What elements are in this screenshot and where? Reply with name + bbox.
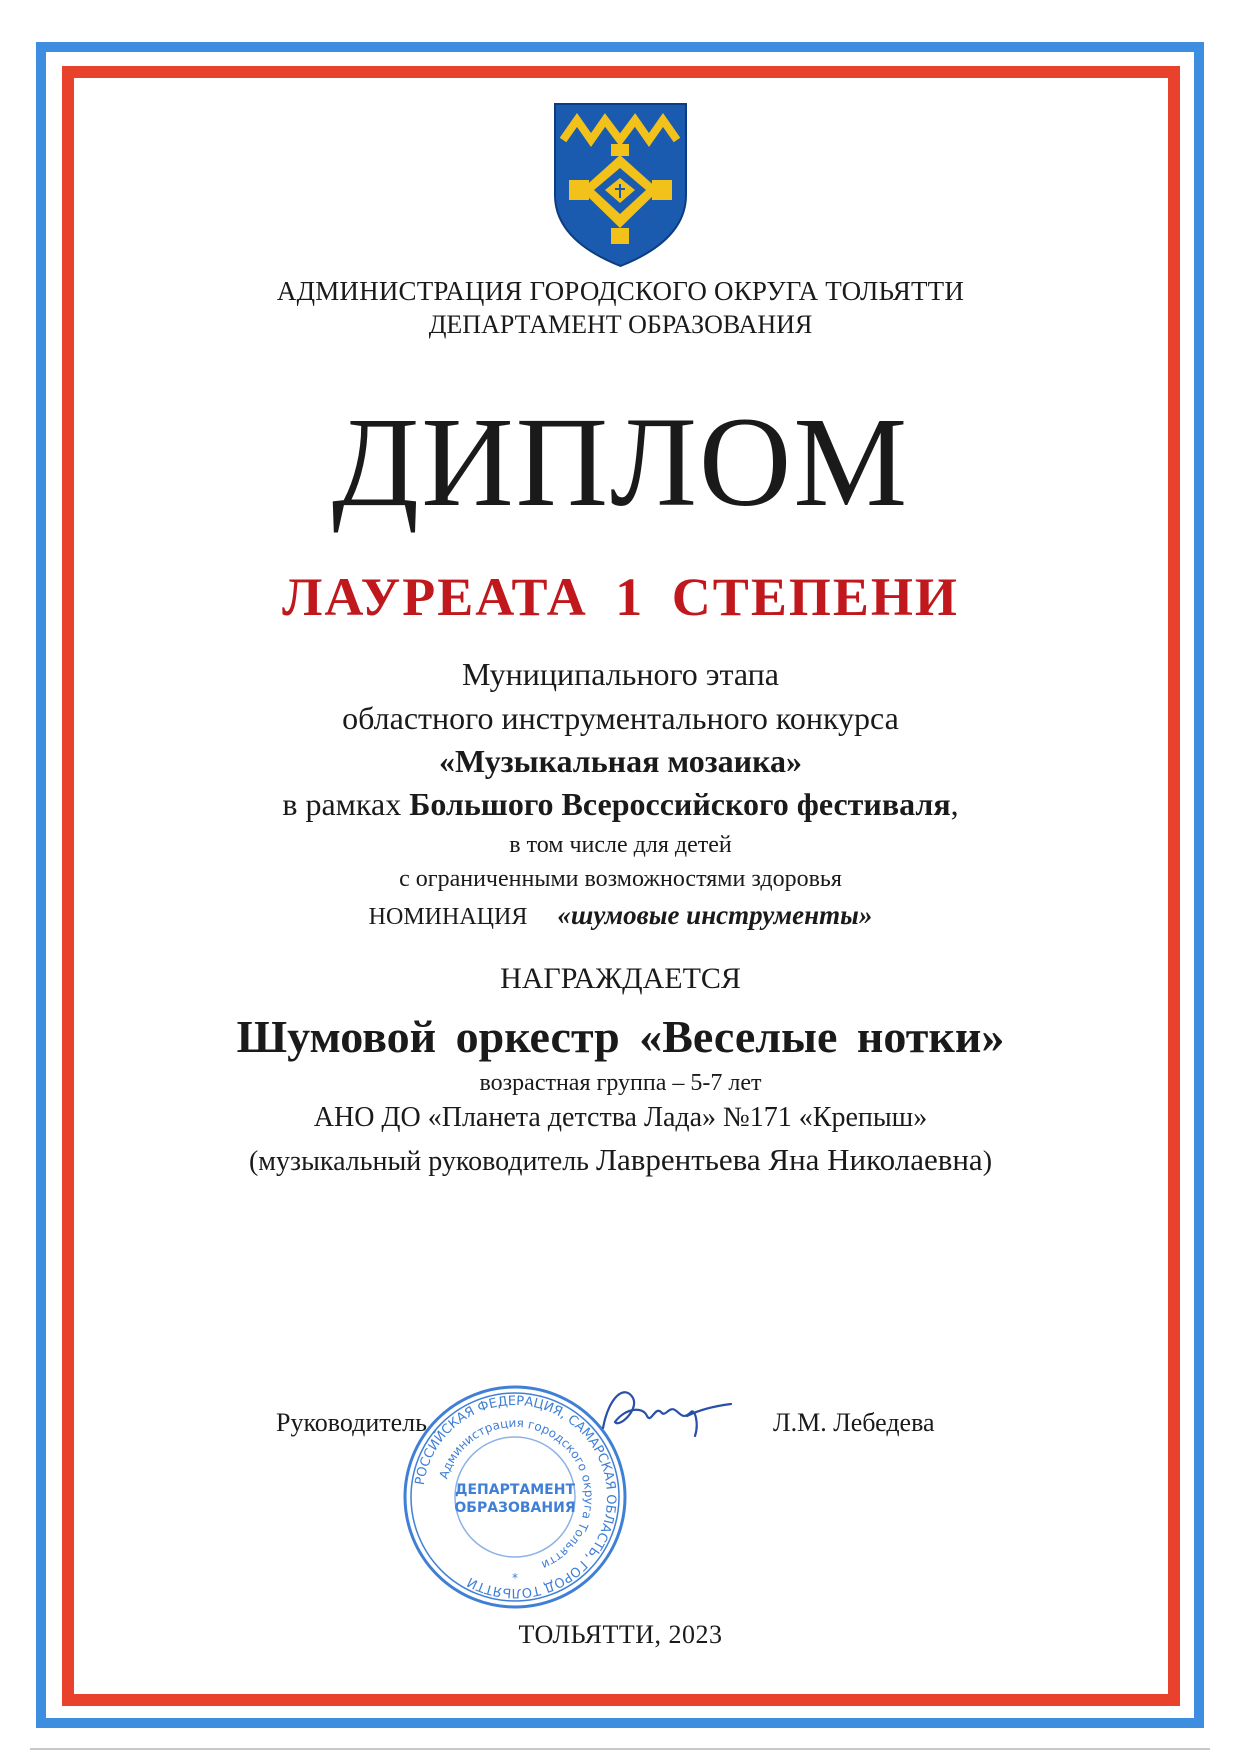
awarded-label: НАГРАЖДАЕТСЯ (500, 962, 741, 995)
nomination-label: НОМИНАЦИЯ (368, 904, 528, 930)
leader-prefix: (музыкальный руководитель (248, 1146, 596, 1177)
svg-text:*: * (512, 1571, 518, 1585)
stamp-center-line2: ОБРАЗОВАНИЯ (454, 1500, 576, 1516)
framework-prefix: в рамках (282, 786, 410, 822)
signature-role: Руководитель (276, 1408, 427, 1437)
handwritten-signature-icon (595, 1376, 735, 1446)
stamp-ring-text: РОССИЙСКАЯ ФЕДЕРАЦИЯ, САМАРСКАЯ ОБЛАСТЬ, ГОРОД ТОЛЬЯТТИ (412, 1393, 619, 1601)
contest-name: «Музыкальная мозаика» (438, 743, 803, 779)
coat-of-arms-icon (551, 100, 690, 270)
recipient-name: Шумовой оркестр «Веселые нотки» (236, 1011, 1005, 1062)
stamp-inner-ring-text: Администрация городского округа Тольятти (436, 1415, 597, 1573)
contest-including: в том числе для детей (509, 832, 732, 858)
framework-suffix: , (950, 786, 959, 822)
music-leader (0, 1142, 1241, 1178)
laureate-degree: ЛАУРЕАТА 1 СТЕПЕНИ (282, 567, 959, 627)
signature-name: Л.М. Лебедева (773, 1408, 935, 1437)
nomination (0, 900, 1241, 931)
leader-suffix: ) (982, 1146, 993, 1177)
stamp-center-line1: ДЕПАРТАМЕНТ (455, 1482, 575, 1498)
diploma-title: ДИПЛОМ (331, 391, 910, 533)
leader-name: Лаврентьева Яна Николаевна (595, 1142, 983, 1177)
framework-festival: Большого Всероссийского фестиваля (409, 786, 951, 822)
contest-framework (0, 786, 1241, 823)
contest-stage: Муниципального этапа (462, 656, 779, 692)
city-year: ТОЛЬЯТТИ, 2023 (518, 1620, 723, 1649)
page-bottom-line (30, 1748, 1210, 1750)
organization: АНО ДО «Планета детства Лада» №171 «Крепыш» (313, 1102, 928, 1133)
contest-kind: областного инструментального конкурса (342, 700, 899, 736)
age-group: возрастная группа – 5-7 лет (479, 1070, 762, 1096)
contest-disabilities: с ограниченными возможностями здоровья (399, 866, 842, 892)
department-name: ДЕПАРТАМЕНТ ОБРАЗОВАНИЯ (428, 310, 813, 339)
administration-name: АДМИНИСТРАЦИЯ ГОРОДСКОГО ОКРУГА ТОЛЬЯТТИ (276, 276, 965, 306)
nomination-value: «шумовые инструменты» (557, 900, 873, 930)
